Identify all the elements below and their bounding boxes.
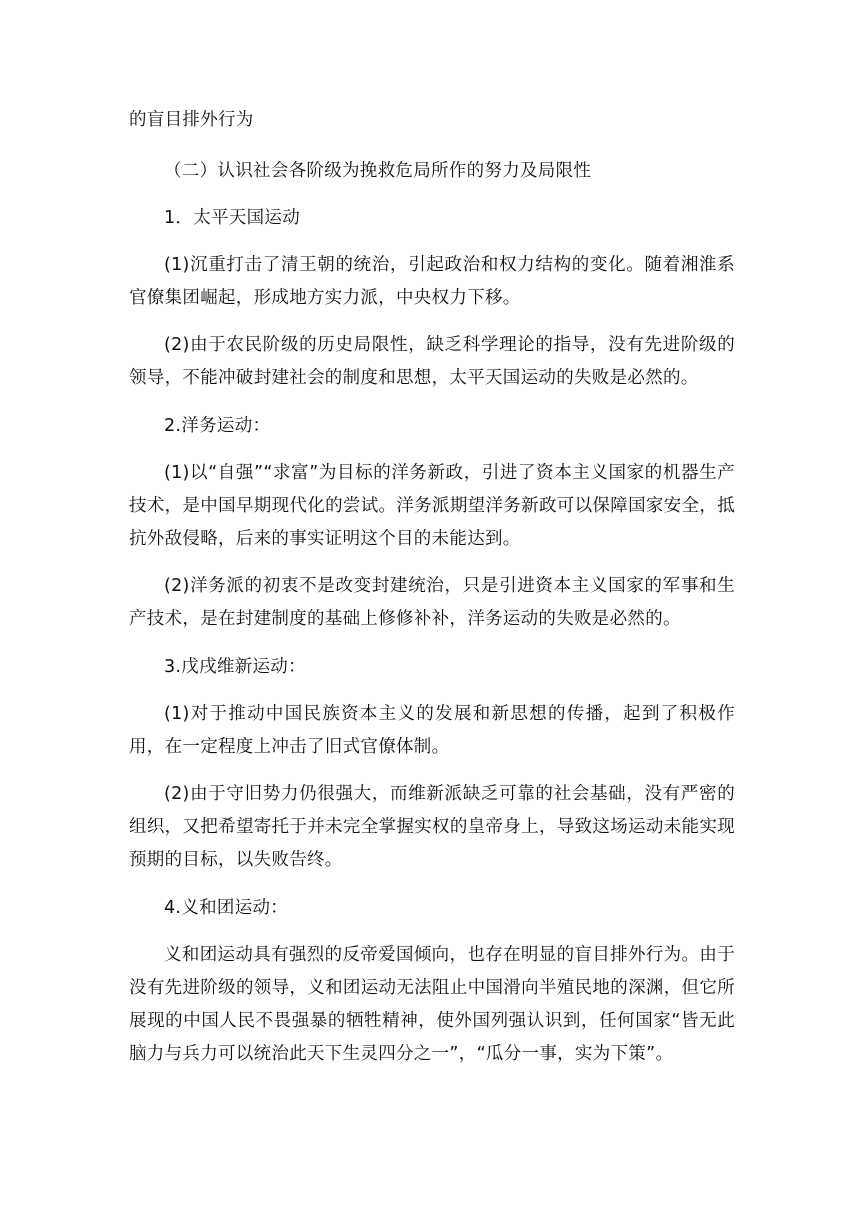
paragraph-yangwu-2: (2)洋务派的初衷不是改变封建统治，只是引进资本主义国家的军事和生产技术，是在封建制度的基础上修修补补，洋务运动的失败是必然的。: [129, 576, 735, 629]
paragraph-taiping-2: (2)由于农民阶级的历史局限性，缺乏科学理论的指导，没有先进阶级的领导，不能冲破封建社会的制度和思想，太平天国运动的失败是必然的。: [129, 335, 735, 388]
paragraph-yangwu-1: (1)以“自强”“求富”为目标的洋务新政，引进了资本主义国家的机器生产技术，是中国早期现代化的尝试。洋务派期望洋务新政可以保障国家安全，抵抗外敌侵略，后来的事实证明这个目的未能达到。: [129, 463, 735, 549]
section-heading: （二）认识社会各阶级为挽救危局所作的努力及局限性: [164, 161, 592, 181]
subheading-taiping: 1．太平天国运动: [164, 208, 301, 228]
subheading-yihetuan: 4.义和团运动：: [164, 898, 289, 918]
paragraph-yihetuan: 义和团运动具有强烈的反帝爱国倾向，也存在明显的盲目排外行为。由于没有先进阶级的领导，义和团运动无法阻止中国滑向半殖民地的深渊，但它所展现的中国人民不畏强暴的牺牲精神，使外国列强认识到，任何国家“皆无此脑力与兵力可以统治此天下生灵四分之一”，“瓜分一事，实为下策”。: [129, 945, 735, 1064]
paragraph-wuxu-2: (2)由于守旧势力仍很强大，而维新派缺乏可靠的社会基础，没有严密的组织，又把希望寄托于并未完全掌握实权的皇帝身上，导致这场运动未能实现预期的目标，以失败告终。: [129, 784, 735, 870]
subheading-wuxu: 3.戊戌维新运动：: [164, 657, 306, 677]
paragraph-continuation: 的盲目排外行为: [129, 110, 254, 130]
paragraph-wuxu-1: (1)对于推动中国民族资本主义的发展和新思想的传播，起到了积极作用，在一定程度上冲击了旧式官僚体制。: [129, 704, 735, 757]
paragraph-taiping-1: (1)沉重打击了清王朝的统治，引起政治和权力结构的变化。随着湘淮系官僚集团崛起，形成地方实力派，中央权力下移。: [129, 255, 735, 308]
subheading-yangwu: 2.洋务运动：: [164, 416, 271, 436]
